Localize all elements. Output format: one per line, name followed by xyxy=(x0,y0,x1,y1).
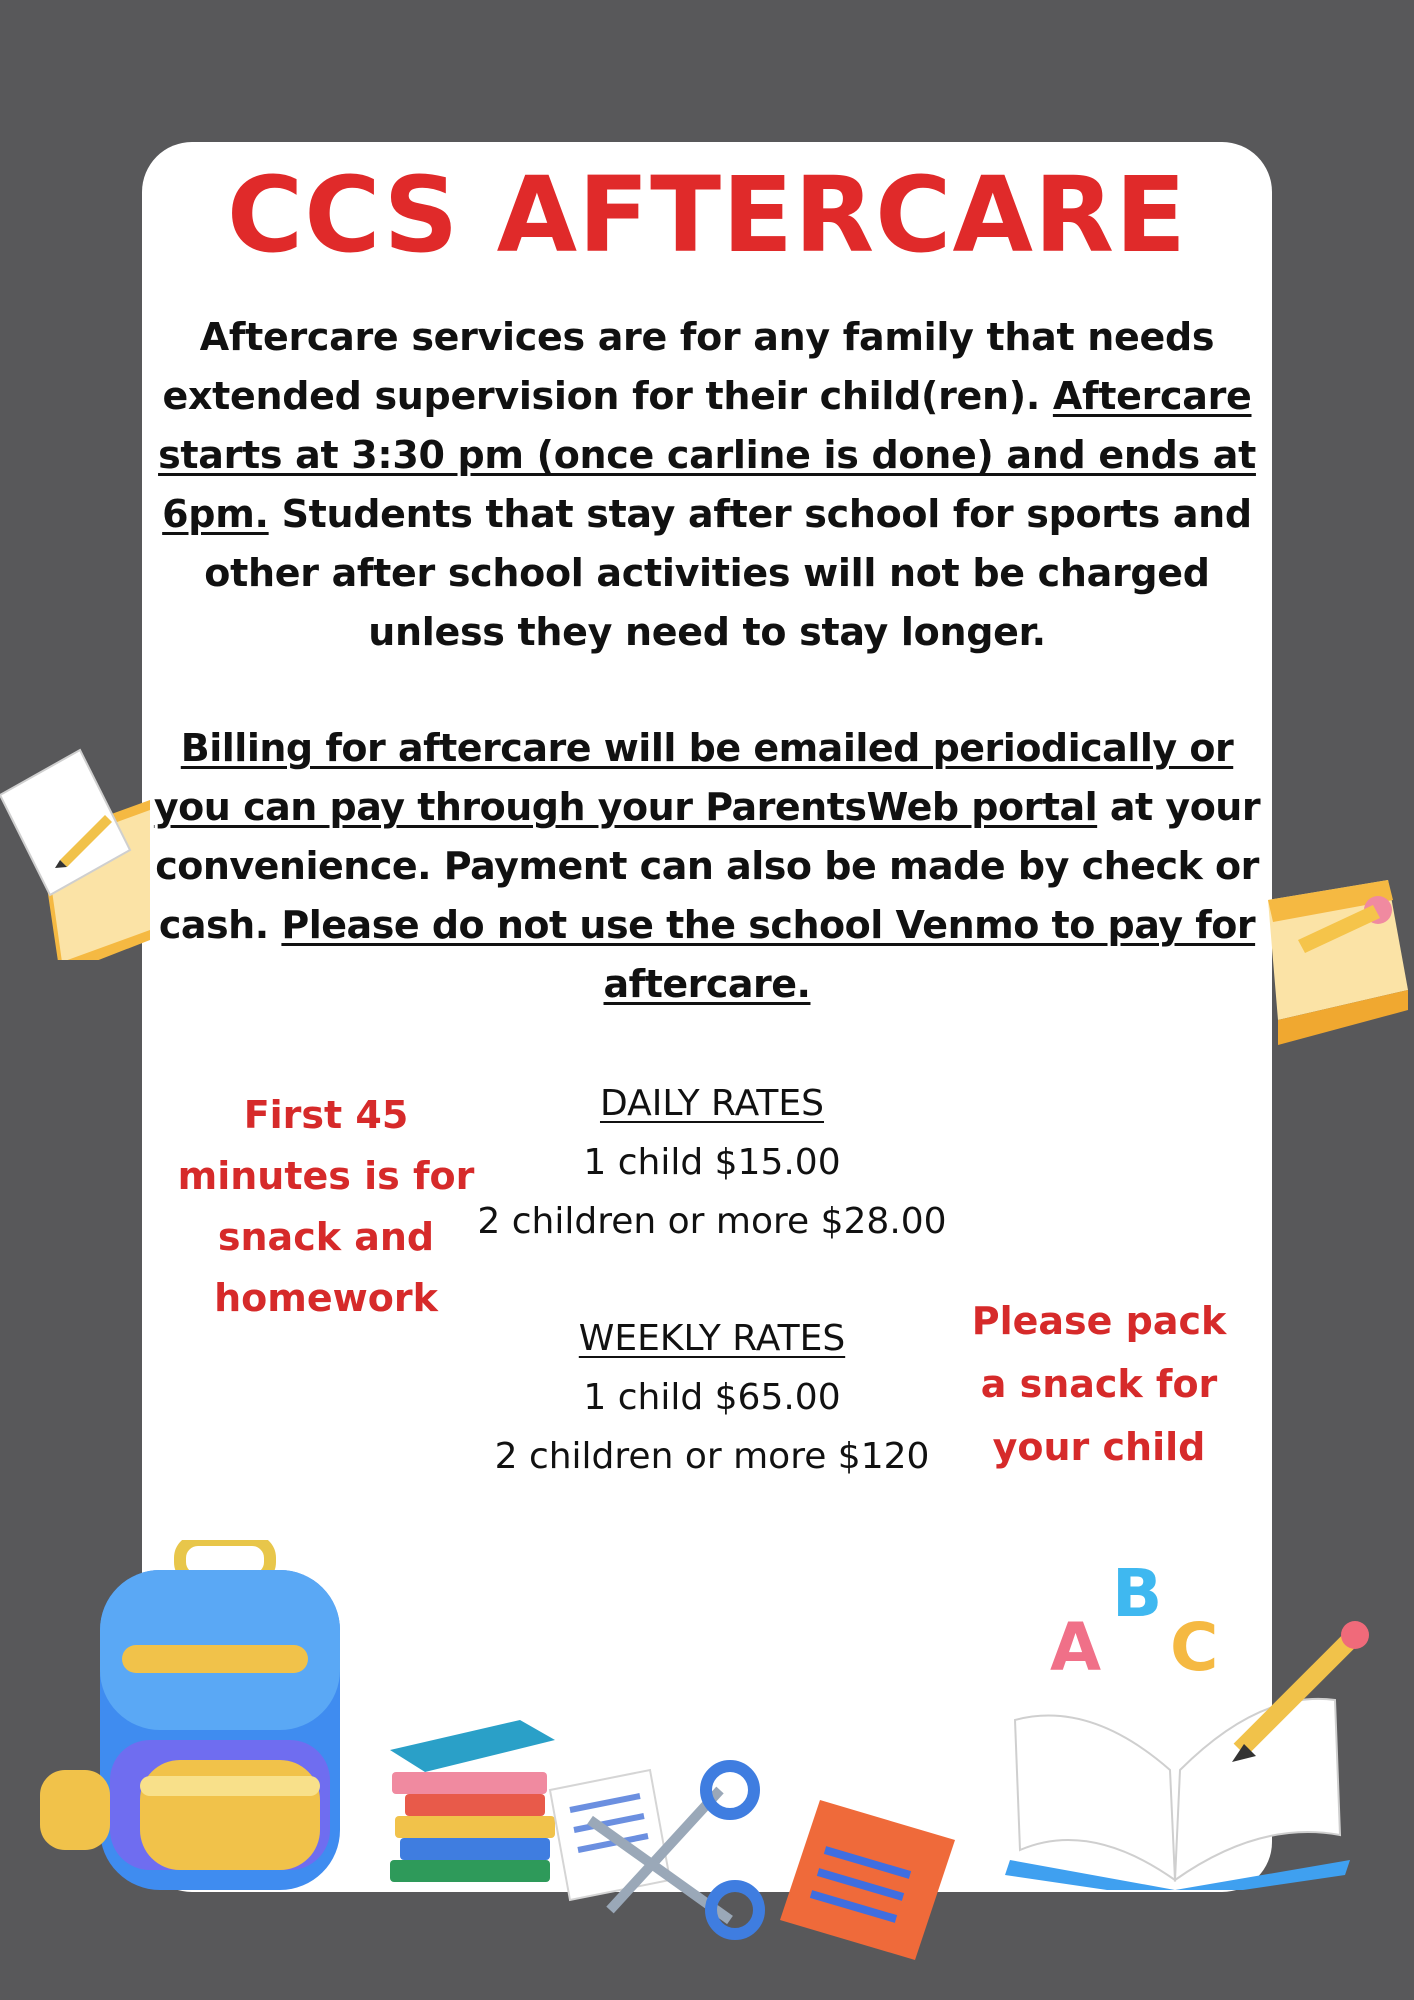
pack-snack-note: Please pack a snack for your child xyxy=(971,1299,1227,1469)
scissors-paper-icon xyxy=(540,1760,770,1940)
abc-letter-b: B xyxy=(1112,1555,1163,1632)
daily-rate-one-child: 1 child $15.00 xyxy=(583,1142,841,1183)
page-title: CCS AFTERCARE xyxy=(226,154,1188,276)
daily-rates xyxy=(442,1074,982,1251)
billing-paragraph: Billing for aftercare will be emailed periodically or you can pay through your ParentsWeb portal at your convenience. Payment can also be made by check or cash. Please do not use the school Venmo to pay for aftercare. xyxy=(153,726,1261,1006)
backpack-icon xyxy=(30,1540,390,1900)
open-book-pencil-icon xyxy=(1000,1620,1380,1890)
billing-text: Billing for aftercare will be emailed periodically or you can pay through your ParentsWeb portal xyxy=(153,726,1234,829)
notebook-pencil-icon xyxy=(0,740,150,960)
weekly-rates xyxy=(442,1309,982,1486)
intro-paragraph: Aftercare services are for any family that needs extended supervision for their child(ren). Aftercare starts at 3:30 pm (once carline is done) and ends at 6pm. Students that stay after school for sports and other after school activities will not be charged unless they need to stay longer. xyxy=(158,315,1256,654)
weekly-rate-one-child: 1 child $65.00 xyxy=(583,1377,841,1418)
snack-homework-note: First 45 minutes is for snack and homework xyxy=(177,1093,475,1320)
weekly-rate-two-children: 2 children or more $120 xyxy=(494,1436,930,1477)
daily-rate-two-children: 2 children or more $28.00 xyxy=(477,1201,947,1242)
abc-letter-a: A xyxy=(1050,1609,1102,1680)
notepad-icon xyxy=(780,1800,960,1960)
venmo-warning: Please do not use the school Venmo to pay for aftercare. xyxy=(281,903,1256,1006)
abc-letter-c: C xyxy=(1170,1609,1219,1680)
weekly-rates-heading: WEEKLY RATES xyxy=(578,1318,846,1359)
book-icon xyxy=(1268,860,1414,1060)
daily-rates-heading: DAILY RATES xyxy=(599,1083,824,1124)
hours-text: Aftercare starts at 3:30 pm (once carline is done) and ends at 6pm. xyxy=(158,374,1256,536)
